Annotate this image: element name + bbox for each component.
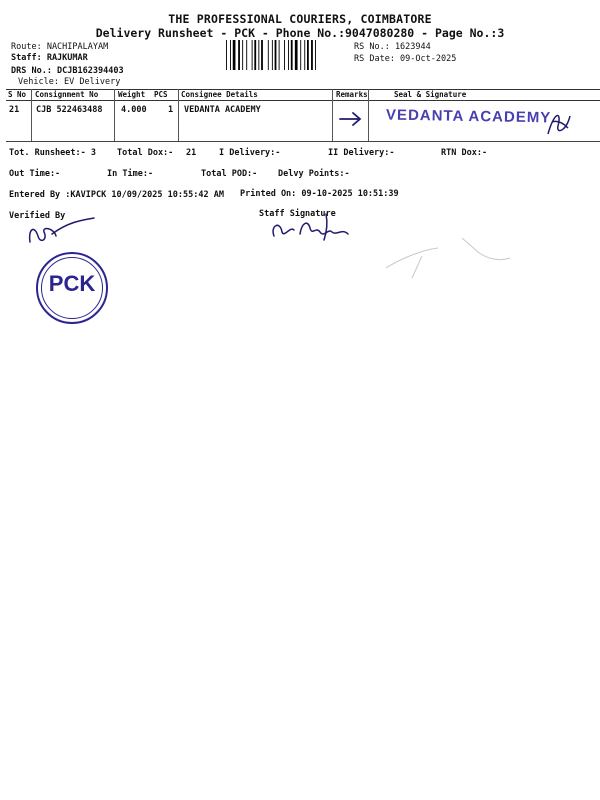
col-divider (368, 89, 369, 141)
in-time: In Time:- (107, 169, 154, 179)
row-consignee: VEDANTA ACADEMY (184, 105, 261, 115)
consignee-signature (544, 108, 574, 140)
header-remarks: Remarks (336, 90, 368, 99)
staff-label: Staff: RAJKUMAR (11, 53, 88, 63)
verified-by-label: Verified By (9, 211, 66, 221)
row-weight: 4.000 (121, 105, 147, 115)
col-divider (332, 89, 333, 141)
consignee-seal-stamp: VEDANTA ACADEMY (385, 106, 552, 127)
vehicle-label: Vehicle: EV Delivery (18, 77, 121, 87)
runsheet-title: Delivery Runsheet - PCK - Phone No.:9047080280 - Page No.:3 (95, 26, 505, 40)
rtn-dox: RTN Dox:- (441, 148, 488, 158)
route-label: Route: NACHIPALAYAM (11, 42, 109, 52)
staff-signature-label: Staff Signature (259, 209, 336, 219)
header-pcs: PCS (154, 90, 168, 99)
total-pod: Total POD:- (201, 169, 258, 179)
staff-signature (266, 206, 362, 246)
table-header-divider (6, 100, 600, 101)
row-sno: 21 (9, 105, 20, 115)
stamp-text: PCK (48, 271, 96, 296)
header-consignment: Consignment No (35, 90, 99, 99)
col-divider (114, 89, 115, 141)
drs-number: DRS No.: DCJB162394403 (11, 66, 124, 76)
faint-pen-marks (382, 228, 512, 284)
col-divider (178, 89, 179, 141)
total-dox-label: Total Dox:- (117, 148, 174, 158)
header-weight: Weight (118, 90, 146, 99)
company-title: THE PROFESSIONAL COURIERS, COIMBATORE (168, 12, 432, 26)
header-sno: S No (8, 90, 27, 99)
total-dox-value: 21 (186, 148, 197, 158)
verified-signature (24, 214, 98, 250)
entered-by: Entered By :KAVIPCK 10/09/2025 10:55:42 AM (9, 190, 224, 200)
header-seal: Seal & Signature (394, 90, 467, 99)
printed-on: Printed On: 09-10-2025 10:51:39 (240, 189, 399, 199)
rs-date: RS Date: 09-Oct-2025 (354, 54, 457, 64)
i-delivery: I Delivery:- (219, 148, 281, 158)
table-bottom-divider (6, 141, 600, 142)
row-consignment: CJB 522463488 (36, 105, 103, 115)
pck-round-stamp (36, 252, 108, 324)
col-divider (31, 89, 32, 141)
rs-number: RS No.: 1623944 (354, 42, 431, 52)
ii-delivery: II Delivery:- (328, 148, 395, 158)
tot-runsheet: Tot. Runsheet:- 3 (9, 148, 96, 158)
out-time: Out Time:- (9, 169, 61, 179)
row-pcs: 1 (168, 105, 174, 115)
barcode-image (226, 40, 348, 70)
remark-arrow-icon (338, 110, 364, 128)
delvy-points: Delvy Points:- (278, 169, 350, 179)
header-consignee: Consignee Details (181, 90, 258, 99)
